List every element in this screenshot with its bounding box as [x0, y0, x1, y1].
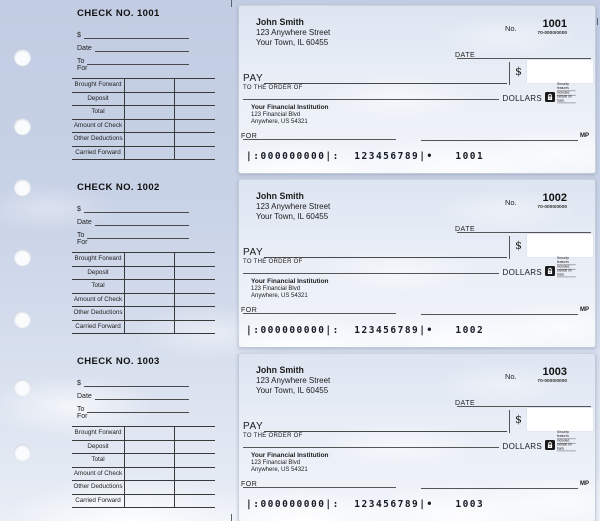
fill-in-line [457, 46, 591, 59]
check-number: 1002 [542, 192, 567, 204]
stub-register-table [72, 252, 215, 334]
signature-line [421, 476, 578, 489]
pay-label: PAY [243, 73, 264, 84]
row-label: Other Deductions [73, 309, 123, 316]
check-number: 1003 [542, 366, 567, 378]
amount-cell [124, 280, 175, 293]
cents-cell [175, 93, 215, 106]
check-stub [72, 182, 216, 334]
institution-name: Your Financial Institution [251, 278, 329, 285]
institution-address-line2: Anywhere, US 54321 [251, 467, 308, 473]
routing-fraction: 70-0000/0000 [537, 31, 567, 36]
stub-to-field [77, 400, 189, 413]
cents-cell [175, 294, 215, 307]
amount-cell [124, 495, 175, 508]
amount-cell [124, 427, 175, 440]
no-label: No. [505, 24, 517, 33]
cents-cell [175, 495, 215, 508]
payer-name: John Smith [256, 191, 304, 201]
pay-to-line [243, 416, 507, 432]
cut-mark [231, 0, 232, 7]
fill-in-line [264, 241, 507, 258]
table-row [72, 454, 215, 468]
stub-to-label: To [77, 58, 85, 65]
pay-label: PAY [243, 247, 264, 258]
fill-in-line [264, 67, 507, 84]
cents-cell [175, 133, 215, 146]
amount-cell [124, 307, 175, 320]
stub-to-label: To [77, 406, 85, 413]
amount-cell [124, 79, 175, 92]
to-the-order-label: TO THE ORDER OF [243, 85, 303, 91]
binder-hole [14, 49, 31, 66]
row-label: Amount of Check [73, 469, 123, 477]
date-label: DATE [455, 52, 476, 59]
row-label: Carried Forward [75, 496, 121, 504]
stub-for-label: For [77, 239, 88, 246]
dollar-sign: $ [515, 413, 522, 426]
row-label: Total [91, 282, 105, 289]
cents-cell [175, 468, 215, 481]
amount-cell [124, 321, 175, 334]
institution-address-line2: Anywhere, US 54321 [251, 119, 308, 125]
stub-date-label: Date [77, 219, 92, 226]
table-row [72, 468, 215, 482]
for-field [241, 476, 396, 488]
fill-in-line [264, 415, 507, 432]
for-field [241, 128, 396, 140]
binder-hole [14, 249, 31, 266]
no-label: No. [505, 372, 517, 381]
micr-line: |:000000000|: 123456789|• 1001 [246, 151, 485, 162]
fill-in-line [243, 127, 396, 140]
micr-line: |:000000000|: 123456789|• 1003 [246, 499, 485, 510]
institution-address-line1: 123 Financial Blvd [251, 111, 301, 118]
date-label: DATE [455, 400, 476, 407]
institution-block [251, 104, 329, 127]
row-label: Total [91, 108, 105, 115]
micr-line: |:000000000|: 123456789|• 1002 [246, 325, 485, 336]
cents-cell [175, 454, 215, 467]
fill-in-line [84, 373, 189, 387]
table-row [72, 79, 215, 93]
table-row [72, 441, 215, 455]
amount-cell [124, 120, 175, 133]
fill-in-line [243, 301, 396, 314]
payer-address-line1: 123 Anywhere Street [256, 201, 331, 211]
table-row [72, 147, 215, 161]
cents-cell [175, 321, 215, 334]
cents-cell [175, 481, 215, 494]
padlock-icon [545, 92, 555, 102]
row-label: Deposit [87, 94, 109, 102]
amount-cell [124, 294, 175, 307]
signature-line [421, 128, 578, 141]
dollar-sign: $ [515, 239, 522, 252]
cents-cell [175, 147, 215, 160]
row-label: Other Deductions [73, 483, 123, 490]
amount-cell [124, 93, 175, 106]
table-row [72, 133, 215, 147]
row-label: Amount of Check [73, 295, 123, 303]
binder-hole [14, 311, 31, 328]
date-field [455, 221, 591, 233]
fill-in-line [87, 399, 189, 413]
row-label: Total [91, 456, 105, 463]
institution-address-line1: 123 Financial Blvd [251, 285, 301, 292]
table-row [72, 481, 215, 495]
pay-to-line [243, 242, 507, 258]
stub-check-number: CHECK NO. 1001 [77, 8, 160, 19]
for-field [241, 302, 396, 314]
payer-name: John Smith [256, 17, 304, 27]
table-row [72, 267, 215, 281]
payer-address-line2: Your Town, IL 60455 [256, 386, 329, 395]
row-label: Carried Forward [75, 148, 121, 156]
signature-line [421, 302, 578, 315]
pay-label: PAY [243, 421, 264, 432]
routing-fraction: 70-0000/0000 [537, 205, 567, 210]
date-field [455, 395, 591, 407]
routing-fraction: 70-0000/0000 [537, 379, 567, 384]
fill-in-line [84, 199, 189, 213]
table-row [72, 120, 215, 134]
security-text: Security features included. Details on back. [557, 82, 576, 103]
stub-amount-label: $ [77, 206, 81, 213]
amount-divider [509, 236, 510, 259]
check [238, 353, 596, 521]
table-row [72, 106, 215, 120]
cents-cell [175, 267, 215, 280]
stub-date-label: Date [77, 393, 92, 400]
payer-address-line2: Your Town, IL 60455 [256, 212, 329, 221]
institution-block [251, 278, 329, 301]
amount-cell [124, 454, 175, 467]
stub-check-number: CHECK NO. 1003 [77, 356, 160, 367]
security-text: Security features included. Details on back. [557, 256, 576, 277]
date-label: DATE [455, 226, 476, 233]
amount-box [527, 60, 593, 83]
for-label: FOR [241, 307, 258, 314]
dollar-sign: $ [515, 65, 522, 78]
amount-cell [124, 267, 175, 280]
cents-cell [175, 441, 215, 454]
amount-cell [124, 133, 175, 146]
fill-in-line [457, 220, 591, 233]
check-stub [72, 356, 216, 508]
stub-for-label: For [77, 65, 88, 72]
institution-block [251, 452, 329, 475]
table-row [72, 307, 215, 321]
table-row [72, 93, 215, 107]
dollars-label: DOLLARS [502, 94, 542, 103]
stub-check-number: CHECK NO. 1002 [77, 182, 160, 193]
institution-name: Your Financial Institution [251, 452, 329, 459]
fill-in-line [95, 212, 189, 226]
fill-in-line [243, 475, 396, 488]
pay-to-line [243, 68, 507, 84]
dollars-label: DOLLARS [502, 442, 542, 451]
check-number: 1001 [542, 18, 567, 30]
fill-in-line [87, 225, 189, 239]
fill-in-line [243, 99, 499, 100]
stub-for-label: For [77, 413, 88, 420]
fill-in-line [87, 51, 189, 65]
row-label: Deposit [87, 442, 109, 450]
fill-in-line [84, 25, 189, 39]
payer-address-line1: 123 Anywhere Street [256, 375, 331, 385]
binder-hole [14, 444, 31, 461]
stub-amount-label: $ [77, 380, 81, 387]
microprint-mark: MP [580, 481, 589, 487]
amount-divider [509, 410, 510, 433]
padlock-icon [545, 440, 555, 450]
amount-box [527, 234, 593, 257]
security-text: Security features included. Details on back. [557, 430, 576, 451]
cents-cell [175, 106, 215, 119]
check [238, 5, 596, 174]
microprint-mark: MP [580, 133, 589, 139]
row-label: Brought Forward [74, 255, 122, 262]
institution-address-line2: Anywhere, US 54321 [251, 293, 308, 299]
cents-cell [175, 120, 215, 133]
row-label: Carried Forward [75, 322, 121, 330]
payer-block [256, 17, 330, 49]
amount-cell [124, 481, 175, 494]
amount-cell [124, 253, 175, 266]
date-field [455, 47, 591, 59]
table-row [72, 280, 215, 294]
row-label: Deposit [87, 268, 109, 276]
table-row [72, 253, 215, 267]
row-label: Brought Forward [74, 81, 122, 88]
cents-cell [175, 280, 215, 293]
check-stub [72, 8, 216, 160]
fill-in-line [95, 38, 189, 52]
amount-cell [124, 468, 175, 481]
stub-to-field [77, 226, 189, 239]
cents-cell [175, 253, 215, 266]
payer-address-line2: Your Town, IL 60455 [256, 38, 329, 47]
fill-in-line [95, 386, 189, 400]
institution-address-line1: 123 Financial Blvd [251, 459, 301, 466]
amount-divider [509, 62, 510, 85]
cents-cell [175, 427, 215, 440]
dollars-label: DOLLARS [502, 268, 542, 277]
fill-in-line [243, 273, 499, 274]
institution-name: Your Financial Institution [251, 104, 329, 111]
row-label: Brought Forward [74, 429, 122, 436]
stub-date-label: Date [77, 45, 92, 52]
stub-register-table [72, 78, 215, 160]
for-label: FOR [241, 133, 258, 140]
payer-name: John Smith [256, 365, 304, 375]
table-row [72, 294, 215, 308]
payer-address-line1: 123 Anywhere Street [256, 27, 331, 37]
cut-mark [231, 514, 232, 521]
to-the-order-label: TO THE ORDER OF [243, 433, 303, 439]
table-row [72, 321, 215, 335]
to-the-order-label: TO THE ORDER OF [243, 259, 303, 265]
padlock-icon [545, 266, 555, 276]
amount-cell [124, 441, 175, 454]
payer-block [256, 365, 330, 397]
cents-cell [175, 307, 215, 320]
binder-hole [14, 179, 31, 196]
fill-in-line [243, 447, 499, 448]
stub-register-table [72, 426, 215, 508]
payer-block [256, 191, 330, 223]
stub-amount-label: $ [77, 32, 81, 39]
fill-in-line [457, 394, 591, 407]
row-label: Other Deductions [73, 135, 123, 142]
cut-mark [597, 18, 598, 25]
amount-box [527, 408, 593, 431]
cents-cell [175, 79, 215, 92]
amount-cell [124, 147, 175, 160]
microprint-mark: MP [580, 307, 589, 313]
table-row [72, 427, 215, 441]
stub-to-label: To [77, 232, 85, 239]
for-label: FOR [241, 481, 258, 488]
row-label: Amount of Check [73, 121, 123, 129]
check [238, 179, 596, 348]
binder-hole [14, 379, 31, 396]
binder-hole [14, 118, 31, 135]
table-row [72, 495, 215, 509]
no-label: No. [505, 198, 517, 207]
stub-to-field [77, 52, 189, 65]
amount-cell [124, 106, 175, 119]
